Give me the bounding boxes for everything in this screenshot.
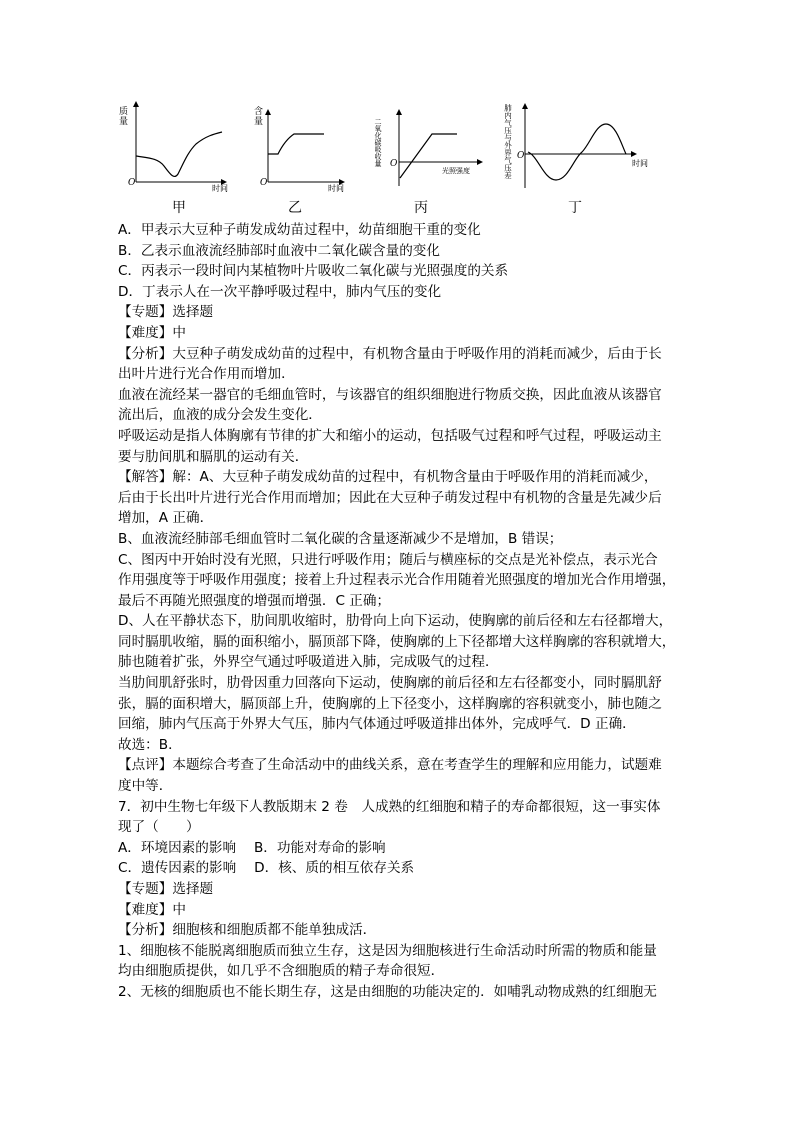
text-line: 【难度】中 (118, 324, 186, 341)
text-line: C、图丙中开始时没有光照，只进行呼吸作用；随后与横座标的交点是光补偿点，表示光合 (118, 551, 658, 568)
graph-bing-caption: 丙 (414, 200, 428, 216)
text-line: 呼吸运动是指人体胸廓有节律的扩大和缩小的运动，包括吸气过程和呼气过程，呼吸运动主 (118, 427, 662, 444)
text-line: D、人在平静状态下，肋间肌收缩时，肋骨向上向下运动，使胸廓的前后径和左右径都增大， (118, 613, 673, 630)
text-line: 故选：B． (118, 736, 182, 753)
text-line: 要与肋间肌和膈肌的运动有关． (118, 448, 309, 465)
text-line: 肺也随着扩张，外界空气通过呼吸道进入肺，完成吸气的过程． (118, 654, 499, 671)
graph-jia-caption: 甲 (172, 200, 186, 216)
text-line: B．乙表示血液流经肺部时血液中二氧化碳含量的变化 (118, 242, 440, 259)
text-line: 同时膈肌收缩，膈的面积缩小，膈顶部下降，使胸廓的上下径都增大这样胸廓的容积就增大， (118, 633, 676, 650)
text-line: A．甲表示大豆种子萌发成幼苗过程中，幼苗细胞干重的变化 (118, 222, 481, 238)
text-line: 增加，A 正确． (118, 510, 214, 527)
text-line: C．遗传因素的影响 D．核、质的相互依存关系 (118, 860, 415, 877)
graph-jia-origin: O (128, 178, 136, 188)
graph-jia-curve (136, 132, 222, 176)
graph-ding-x-label: 时间 (632, 159, 648, 168)
figure-graphs (112, 96, 672, 220)
graph-ding-caption: 丁 (568, 200, 582, 216)
graph-jia-y-label: 质量 (117, 106, 127, 126)
graph-ding (503, 103, 648, 216)
graph-jia-x-label: 时间 (212, 184, 228, 193)
text-line: 回缩，肺内气压高于外界大气压，肺内气体通过呼吸道排出体外，完成呼气．D 正确． (118, 716, 636, 733)
text-line: 【专题】选择题 (118, 304, 214, 321)
text-line: 后由于长出叶片进行光合作用而增加；因此在大豆种子萌发过程中有机物的含量是先减少后 (118, 489, 662, 506)
text-line: 【点评】本题综合考查了生命活动中的曲线关系，意在考查学生的理解和应用能力，试题难 (118, 757, 662, 774)
text-line: 7．初中生物七年级下人教版期末 2 卷 人成熟的红细胞和精子的寿命都很短，这一事实体 (118, 798, 661, 815)
text-line: 张，膈的面积增大，膈顶部上升，使胸廓的上下径变小，这样胸廓的容积就变小，肺也随之 (118, 695, 662, 712)
text-line: 均由细胞质提供，如几乎不含细胞质的精子寿命很短． (118, 963, 445, 980)
text-line: 血液在流经某一器官的毛细血管时，与该器官的组织细胞进行物质交换，因此血液从该器官 (118, 386, 662, 403)
graph-yi-origin: O (260, 178, 268, 188)
graph-ding-y-label: 肺内气压与外界气压差 (503, 104, 513, 179)
text-line: D．丁表示人在一次平静呼吸过程中，肺内气压的变化 (118, 283, 442, 300)
text-line: 【分析】细胞核和细胞质都不能单独成活． (118, 922, 377, 939)
text-line: 作用强度等于呼吸作用强度；接着上升过程表示光合作用随着光照强度的增加光合作用增强， (118, 572, 676, 589)
figure-row (112, 96, 672, 220)
text-line: 流出后，血液的成分会发生变化． (118, 407, 322, 424)
text-line: 2、无核的细胞质也不能长期生存，这是由细胞的功能决定的．如哺乳动物成熟的红细胞无 (118, 983, 657, 1000)
text-line: 出叶片进行光合作用而增加． (118, 366, 295, 383)
text-line: 【专题】选择题 (118, 881, 214, 897)
graph-bing-origin: O (390, 159, 398, 169)
text-line: 现了（ ） (118, 819, 200, 836)
document-body (118, 220, 684, 1003)
graph-yi (252, 105, 344, 216)
text-line: 【解答】解：A、大豆种子萌发成幼苗的过程中，有机物含量由于呼吸作用的消耗而减少， (118, 469, 658, 486)
graph-bing (374, 110, 482, 216)
graph-yi-y-label: 含量 (252, 106, 262, 126)
graph-ding-origin: O (517, 151, 525, 161)
text-line: 1、细胞核不能脱离细胞质而独立生存，这是因为细胞核进行生命活动时所需的物质和能量 (118, 942, 657, 959)
graph-bing-y-label: 二氧化碳吸收量 (374, 118, 382, 167)
text-line: B、血液流经肺部毛细血管时二氧化碳的含量逐渐减少不是增加，B 错误； (118, 530, 563, 547)
text-line: 【难度】中 (118, 901, 186, 918)
graph-bing-x-label: 光照强度 (442, 167, 470, 175)
text-line: A．环境因素的影响 B．功能对寿命的影响 (118, 839, 386, 856)
graph-ding-curve (528, 124, 626, 180)
graph-jia (117, 102, 228, 216)
text-line: 度中等． (118, 778, 173, 795)
graph-yi-curve (268, 134, 324, 154)
text-line: 【分析】大豆种子萌发成幼苗的过程中，有机物含量由于呼吸作用的消耗而减少，后由于长 (118, 345, 662, 362)
graph-yi-x-label: 时间 (328, 184, 344, 193)
text-line: 最后不再随光照强度的增强而增强．C 正确； (118, 592, 391, 609)
text-line: C．丙表示一段时间内某植物叶片吸收二氧化碳与光照强度的关系 (118, 263, 509, 280)
text-line: 当肋间肌舒张时，肋骨因重力回落向下运动，使胸廓的前后径和左右径都变小，同时膈肌舒 (118, 675, 662, 692)
graph-yi-caption: 乙 (288, 200, 302, 216)
